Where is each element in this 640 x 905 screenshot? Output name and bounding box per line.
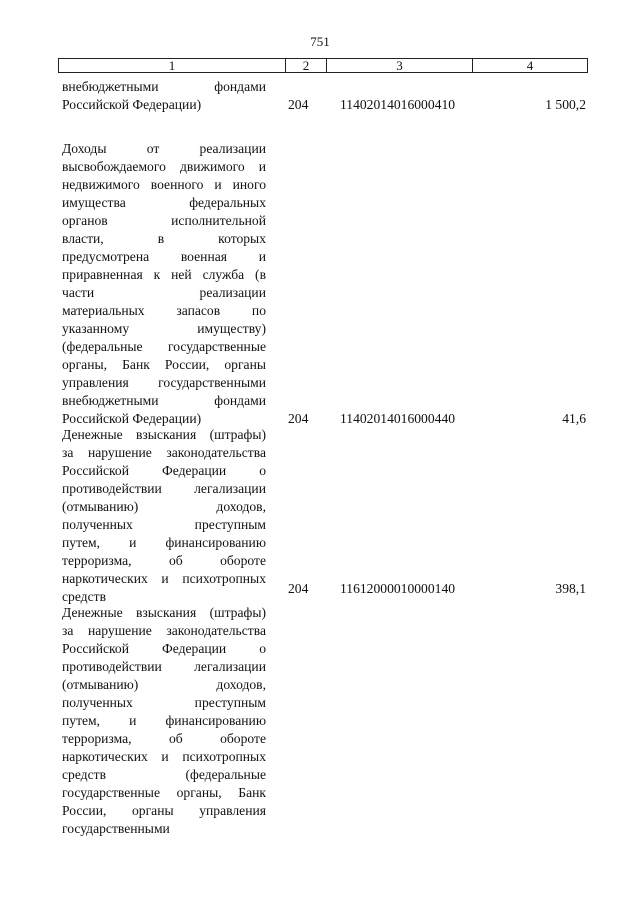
description-line: противодействии легализации: [62, 659, 266, 674]
description-line: указанному имуществу): [62, 321, 266, 336]
description-line: терроризма, об обороте: [62, 731, 266, 746]
description-line: государственные органы, Банк: [62, 785, 266, 800]
row-description: [62, 426, 266, 606]
description-line: власти, в которых: [62, 231, 266, 246]
description-line: управления государственными: [62, 375, 266, 390]
description-line: приравненная к ней служба (в: [62, 267, 266, 282]
description-line: средств: [62, 589, 106, 604]
description-line: Российской Федерации): [62, 411, 202, 426]
description-line: недвижимого военного и иного: [62, 177, 266, 192]
header-col-4: 4: [526, 58, 534, 73]
description-line: терроризма, об обороте: [62, 553, 266, 568]
description-line: Российской Федерации о: [62, 641, 266, 656]
description-line: противодействии легализации: [62, 481, 266, 496]
admin-code: 204: [288, 97, 309, 112]
description-line: внебюджетными фондами: [62, 79, 266, 94]
amount: 1 500,2: [545, 97, 586, 112]
page-number: 751: [310, 34, 330, 49]
description-line: путем, и финансированию: [62, 713, 266, 728]
budget-code: 11402014016000440: [340, 411, 456, 426]
description-line: Российской Федерации): [62, 97, 202, 112]
description-line: части реализации: [62, 285, 266, 300]
description-line: полученных преступным: [62, 517, 266, 532]
budget-code: 11402014016000410: [340, 97, 456, 112]
description-line: органы, Банк России, органы: [62, 357, 266, 372]
description-line: государственными: [62, 821, 170, 836]
row-description: [62, 140, 266, 428]
header-col-2: 2: [286, 59, 327, 72]
description-line: наркотических и психотропных: [62, 749, 266, 764]
header-col-3: 3: [327, 59, 473, 72]
description-line: (отмыванию) доходов,: [62, 677, 266, 692]
description-line: Российской Федерации о: [62, 463, 266, 478]
description-line: наркотических и психотропных: [62, 571, 266, 586]
description-line: органов исполнительной: [62, 213, 266, 228]
description-line: материальных запасов по: [62, 303, 266, 318]
description-line: путем, и финансированию: [62, 535, 266, 550]
description-line: Денежные взыскания (штрафы): [62, 427, 266, 442]
row-description: [62, 604, 266, 838]
description-line: (федеральные государственные: [62, 339, 266, 354]
table-header: [58, 58, 588, 73]
row-description: [62, 78, 266, 114]
description-line: полученных преступным: [62, 695, 266, 710]
description-line: (отмыванию) доходов,: [62, 499, 266, 514]
amount: 41,6: [562, 411, 586, 426]
amount: 398,1: [555, 581, 586, 596]
admin-code: 204: [288, 411, 309, 426]
header-col-1: 1: [59, 59, 286, 72]
description-line: предусмотрена военная и: [62, 249, 266, 264]
description-line: средств (федеральные: [62, 767, 266, 782]
description-line: Доходы от реализации: [62, 141, 266, 156]
description-line: внебюджетными фондами: [62, 393, 266, 408]
description-line: за нарушение законодательства: [62, 623, 266, 638]
description-line: Денежные взыскания (штрафы): [62, 605, 266, 620]
budget-code: 11612000010000140: [340, 581, 456, 596]
description-line: за нарушение законодательства: [62, 445, 266, 460]
admin-code: 204: [288, 581, 309, 596]
description-line: имущества федеральных: [62, 195, 266, 210]
description-line: России, органы управления: [62, 803, 266, 818]
description-line: высвобождаемого движимого и: [62, 159, 266, 174]
